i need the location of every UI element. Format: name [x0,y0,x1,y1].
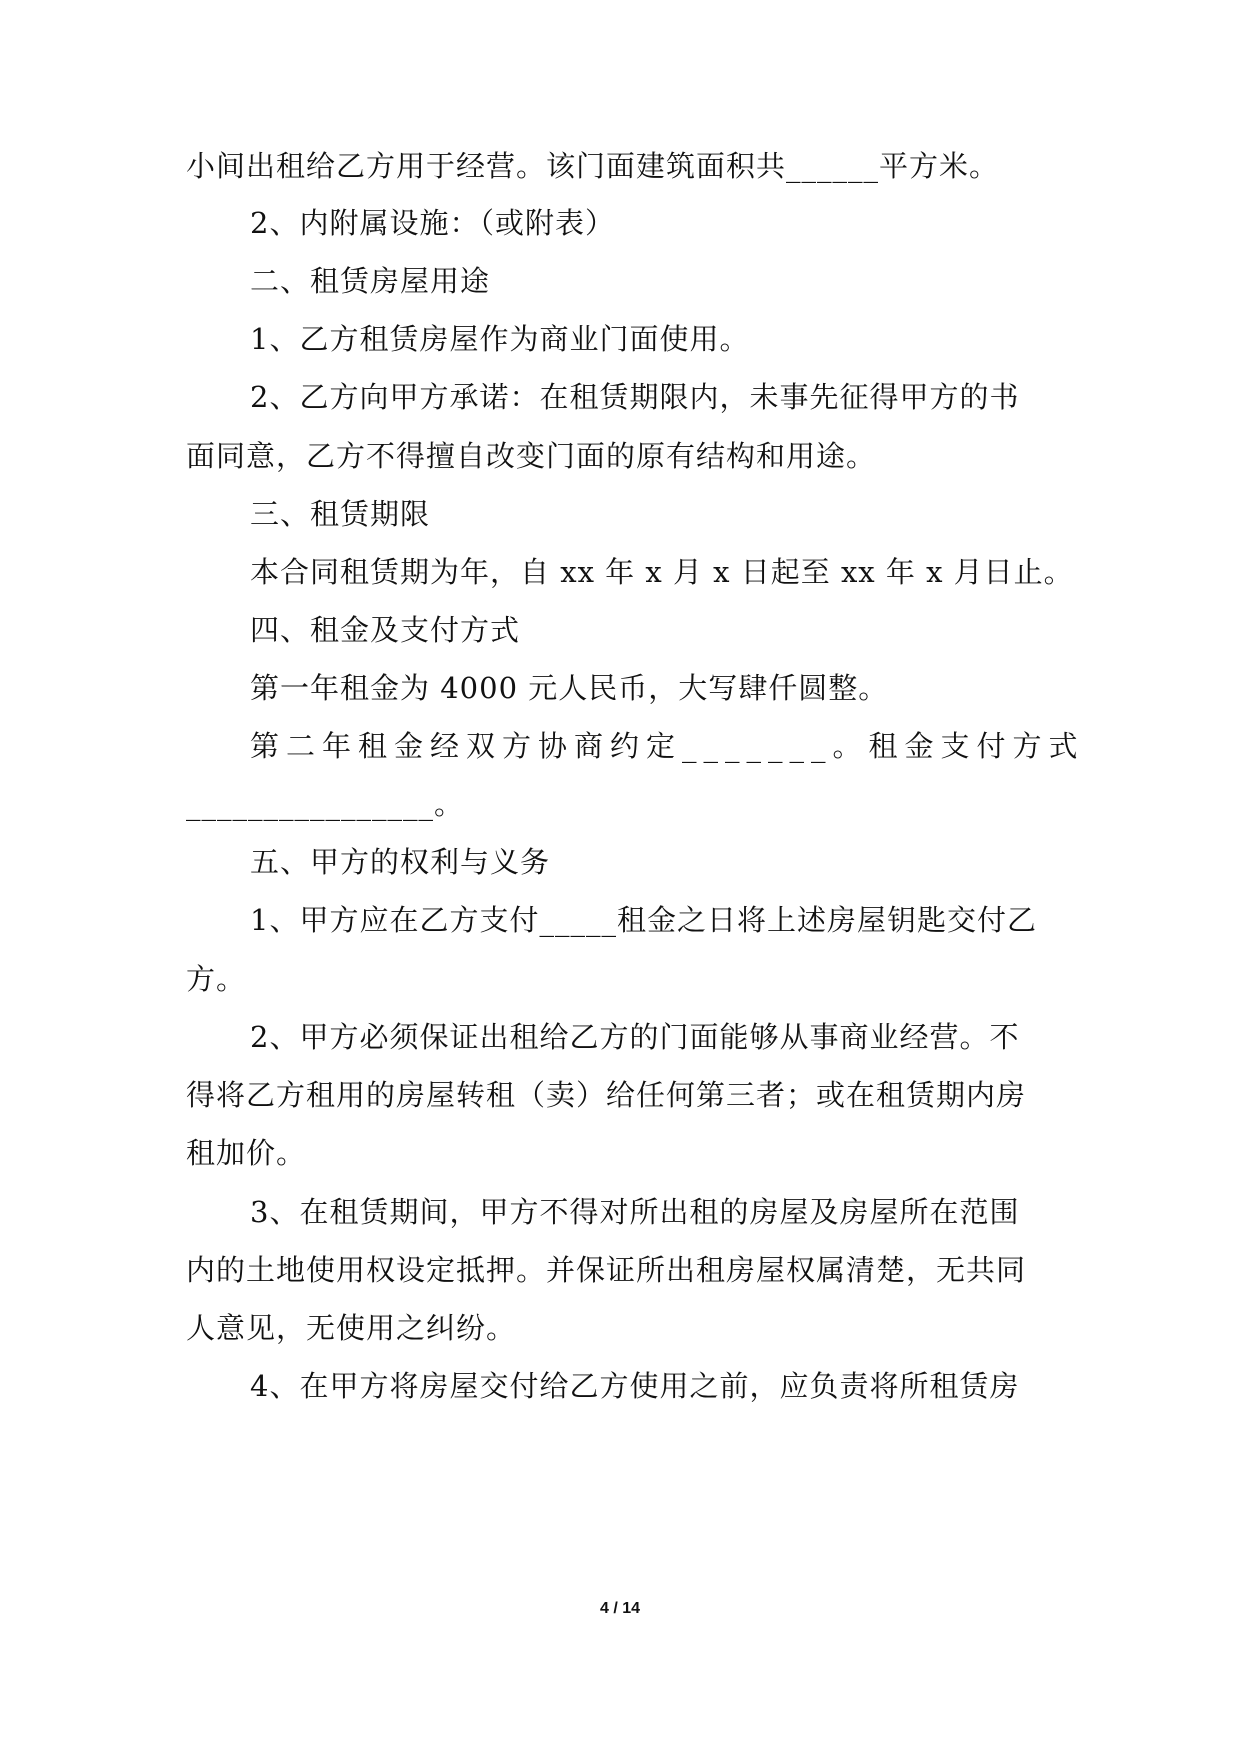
paragraph-line: 1、乙方租赁房屋作为商业门面使用。 [250,322,750,356]
section-heading: 五、甲方的权利与义务 [250,845,551,879]
section-heading: 四、租金及支付方式 [250,613,521,647]
paragraph-line: 3、在租赁期间，甲方不得对所出租的房屋及房屋所在范围 [250,1195,1020,1229]
paragraph-line: 2、乙方向甲方承诺：在租赁期限内，未事先征得甲方的书 [250,380,1020,414]
paragraph-line: 2、甲方必须保证出租给乙方的门面能够从事商业经营。不 [250,1020,1020,1054]
paragraph-line: 2、内附属设施：（或附表） [250,206,615,240]
paragraph-line: 面同意，乙方不得擅自改变门面的原有结构和用途。 [186,439,877,473]
paragraph-line: 得将乙方租用的房屋转租（卖）给任何第三者；或在租赁期内房 [186,1078,1027,1112]
paragraph-line: 第一年租金为 4000 元人民币，大写肆仟圆整。 [250,671,889,705]
paragraph-line: 方。 [186,962,247,996]
paragraph-line: 4、在甲方将房屋交付给乙方使用之前，应负责将所租赁房 [250,1369,1020,1403]
paragraph-line: 小间出租给乙方用于经营。该门面建筑面积共______平方米。 [186,149,1000,183]
paragraph-line: 租加价。 [186,1136,307,1170]
paragraph-line: 内的土地使用权设定抵押。并保证所出租房屋权属清楚，无共同 [186,1253,1027,1287]
section-heading: 三、租赁期限 [250,497,431,531]
paragraph-line: 1、甲方应在乙方支付_____租金之日将上述房屋钥匙交付乙 [250,903,1037,937]
page-number: 4 / 14 [599,1600,641,1617]
paragraph-line: ________________。 [186,787,465,821]
paragraph-line: 第二年租金经双方协商约定_______。租金支付方式 [250,729,1085,763]
paragraph-line: 人意见，无使用之纠纷。 [186,1311,517,1345]
paragraph-line: 本合同租赁期为年，自 xx 年 x 月 x 日起至 xx 年 x 月日止。 [250,555,1074,589]
section-heading: 二、租赁房屋用途 [250,264,491,298]
